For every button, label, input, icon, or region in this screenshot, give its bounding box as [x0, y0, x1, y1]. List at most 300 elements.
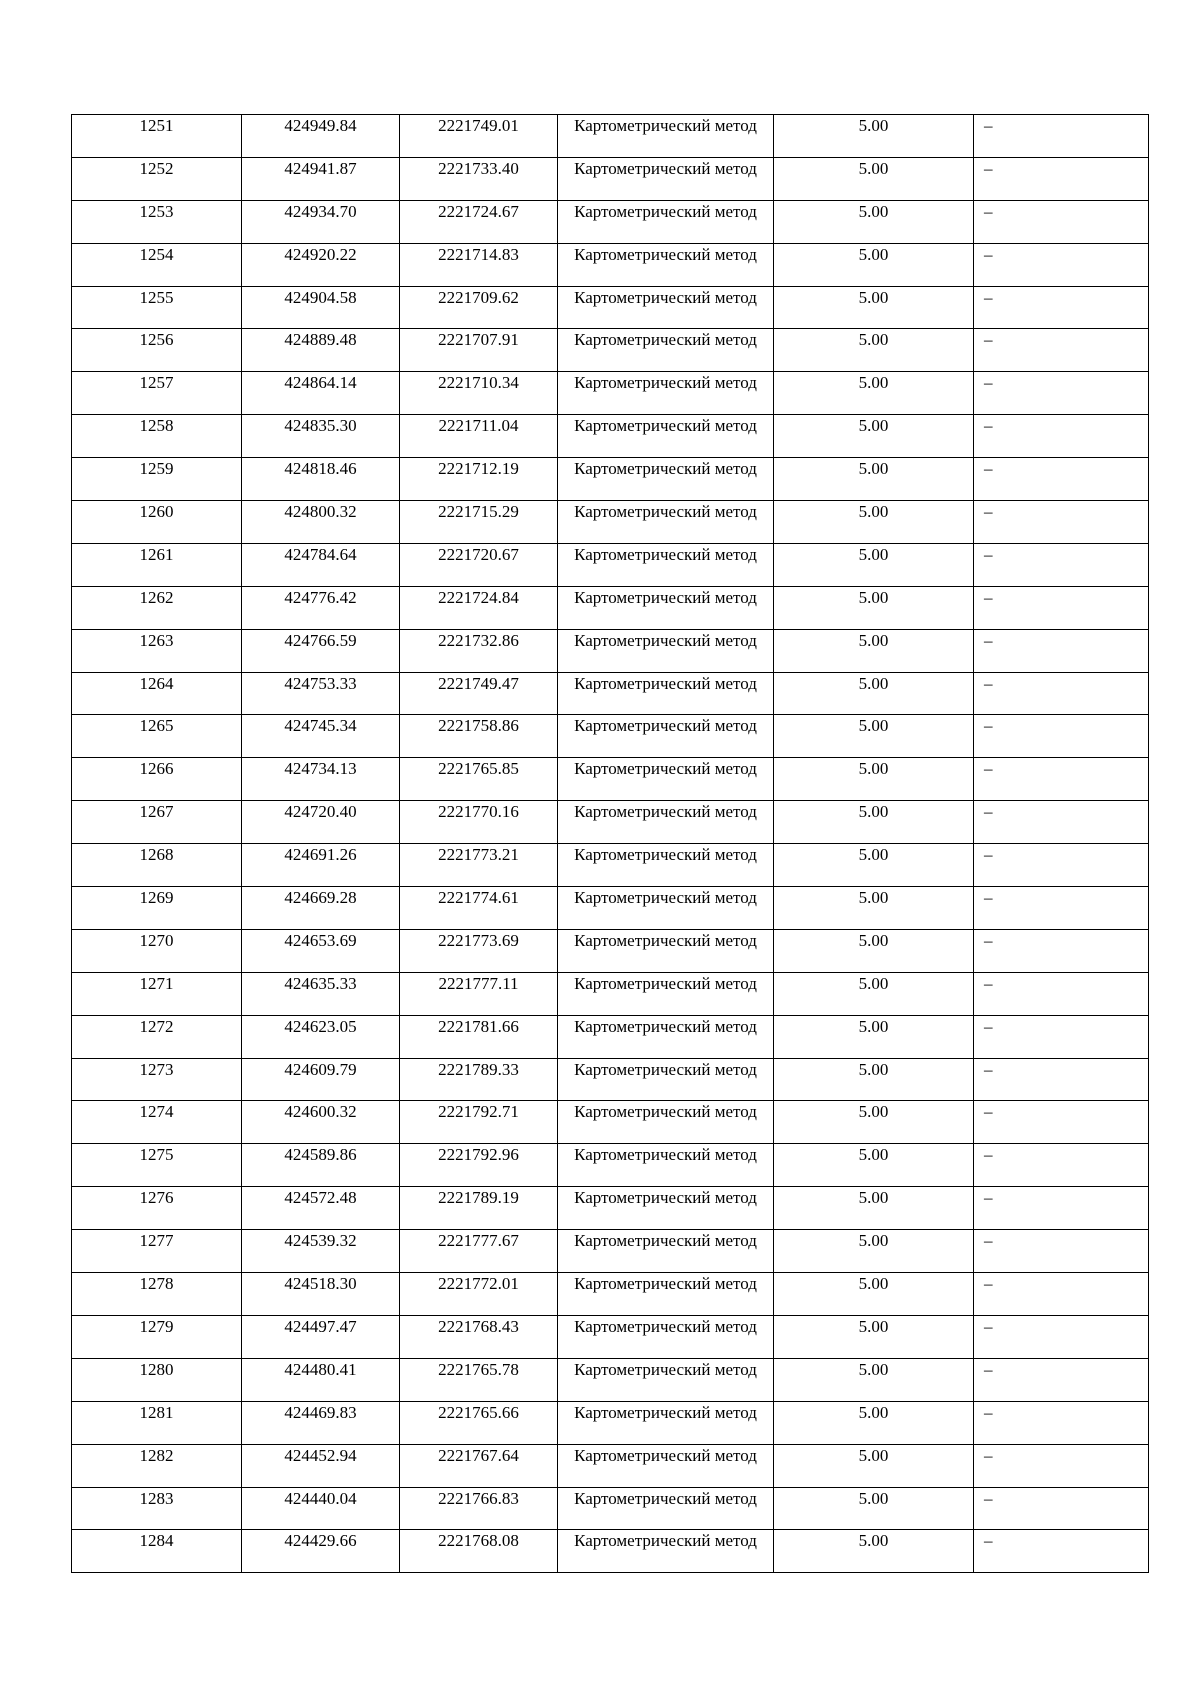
table-row — [72, 329, 1149, 372]
accuracy-cell — [774, 1487, 974, 1530]
method-cell — [558, 801, 774, 844]
x-coordinate-cell — [242, 972, 400, 1015]
accuracy-cell — [774, 329, 974, 372]
x-coordinate: 424776.42 — [284, 587, 357, 607]
method-text: Картометрический метод — [574, 1102, 757, 1122]
point-number: 1251 — [139, 116, 174, 135]
y-coordinate: 2221765.66 — [438, 1402, 519, 1422]
y-coordinate-cell — [400, 1187, 558, 1230]
accuracy-cell — [774, 1058, 974, 1101]
accuracy-value: 5.00 — [858, 802, 889, 822]
accuracy-cell — [774, 758, 974, 801]
y-coordinate: 2221777.67 — [438, 1231, 519, 1251]
note-cell — [974, 157, 1149, 200]
point-number-cell — [72, 286, 242, 329]
y-coordinate: 2221758.86 — [438, 716, 519, 736]
accuracy-value: 5.00 — [858, 1402, 889, 1422]
accuracy-value: 5.00 — [858, 1445, 889, 1465]
point-number: 1253 — [139, 201, 174, 221]
note-dash: – — [984, 716, 993, 736]
method-text: Картометрический метод — [574, 1531, 757, 1551]
x-coordinate: 424753.33 — [284, 673, 357, 693]
y-coordinate: 2221789.33 — [438, 1059, 519, 1079]
note-dash: – — [984, 888, 993, 908]
method-text: Картометрический метод — [574, 373, 757, 393]
point-number-cell — [72, 1530, 242, 1573]
accuracy-value: 5.00 — [858, 1231, 889, 1251]
x-coordinate-cell — [242, 458, 400, 501]
note-dash: – — [984, 1145, 993, 1165]
point-number-cell — [72, 586, 242, 629]
note-cell — [974, 1144, 1149, 1187]
point-number-cell — [72, 887, 242, 930]
y-coordinate-cell — [400, 1101, 558, 1144]
method-cell — [558, 929, 774, 972]
table-row — [72, 1101, 1149, 1144]
accuracy-value: 5.00 — [858, 673, 889, 693]
accuracy-value: 5.00 — [858, 330, 889, 350]
method-cell — [558, 543, 774, 586]
note-dash: – — [984, 1102, 993, 1122]
y-coordinate-cell — [400, 415, 558, 458]
accuracy-cell — [774, 1358, 974, 1401]
x-coordinate: 424800.32 — [284, 502, 357, 522]
x-coordinate: 424949.84 — [284, 116, 357, 135]
note-cell — [974, 887, 1149, 930]
x-coordinate-cell — [242, 1401, 400, 1444]
y-coordinate: 2221765.85 — [438, 759, 519, 779]
accuracy-value: 5.00 — [858, 1016, 889, 1036]
note-dash: – — [984, 201, 993, 221]
x-coordinate-cell — [242, 329, 400, 372]
table-row — [72, 286, 1149, 329]
x-coordinate-cell — [242, 1315, 400, 1358]
note-cell — [974, 1315, 1149, 1358]
accuracy-cell — [774, 844, 974, 887]
point-number: 1276 — [139, 1188, 174, 1208]
accuracy-value: 5.00 — [858, 373, 889, 393]
method-cell — [558, 844, 774, 887]
method-text: Картометрический метод — [574, 802, 757, 822]
accuracy-cell — [774, 1015, 974, 1058]
note-dash: – — [984, 630, 993, 650]
table-row — [72, 200, 1149, 243]
method-cell — [558, 329, 774, 372]
method-text: Картометрический метод — [574, 930, 757, 950]
x-coordinate: 424589.86 — [284, 1145, 357, 1165]
point-number-cell — [72, 372, 242, 415]
note-cell — [974, 1358, 1149, 1401]
accuracy-value: 5.00 — [858, 1059, 889, 1079]
note-cell — [974, 586, 1149, 629]
point-number: 1278 — [139, 1274, 174, 1294]
point-number-cell — [72, 157, 242, 200]
method-text: Картометрический метод — [574, 244, 757, 264]
point-number: 1280 — [139, 1359, 174, 1379]
table-row — [72, 243, 1149, 286]
y-coordinate: 2221724.67 — [438, 201, 519, 221]
point-number: 1270 — [139, 930, 174, 950]
accuracy-cell — [774, 1144, 974, 1187]
note-cell — [974, 329, 1149, 372]
point-number: 1283 — [139, 1488, 174, 1508]
y-coordinate-cell — [400, 115, 558, 158]
note-dash: – — [984, 759, 993, 779]
point-number-cell — [72, 1144, 242, 1187]
method-cell — [558, 1058, 774, 1101]
y-coordinate-cell — [400, 200, 558, 243]
y-coordinate-cell — [400, 1444, 558, 1487]
table-row — [72, 115, 1149, 158]
method-cell — [558, 1358, 774, 1401]
y-coordinate-cell — [400, 372, 558, 415]
point-number: 1275 — [139, 1145, 174, 1165]
x-coordinate: 424835.30 — [284, 416, 357, 436]
note-cell — [974, 458, 1149, 501]
table-row — [72, 1187, 1149, 1230]
y-coordinate-cell — [400, 1058, 558, 1101]
x-coordinate-cell — [242, 801, 400, 844]
method-cell — [558, 1444, 774, 1487]
method-text: Картометрический метод — [574, 587, 757, 607]
table-row — [72, 1015, 1149, 1058]
accuracy-cell — [774, 629, 974, 672]
y-coordinate: 2221770.16 — [438, 802, 519, 822]
table-row — [72, 801, 1149, 844]
accuracy-cell — [774, 715, 974, 758]
method-cell — [558, 715, 774, 758]
y-coordinate: 2221789.19 — [438, 1188, 519, 1208]
y-coordinate: 2221773.21 — [438, 845, 519, 865]
x-coordinate: 424600.32 — [284, 1102, 357, 1122]
table-row — [72, 458, 1149, 501]
note-cell — [974, 1187, 1149, 1230]
note-dash: – — [984, 1316, 993, 1336]
x-coordinate-cell — [242, 1101, 400, 1144]
x-coordinate: 424497.47 — [284, 1316, 357, 1336]
method-cell — [558, 672, 774, 715]
y-coordinate-cell — [400, 1015, 558, 1058]
accuracy-value: 5.00 — [858, 1274, 889, 1294]
accuracy-value: 5.00 — [858, 1531, 889, 1551]
method-text: Картометрический метод — [574, 1316, 757, 1336]
x-coordinate: 424904.58 — [284, 287, 357, 307]
point-number-cell — [72, 1444, 242, 1487]
point-number: 1277 — [139, 1231, 174, 1251]
point-number: 1263 — [139, 630, 174, 650]
y-coordinate-cell — [400, 844, 558, 887]
y-coordinate: 2221774.61 — [438, 888, 519, 908]
accuracy-cell — [774, 501, 974, 544]
y-coordinate: 2221712.19 — [438, 459, 519, 479]
method-text: Картометрический метод — [574, 1188, 757, 1208]
y-coordinate: 2221749.47 — [438, 673, 519, 693]
document-page — [71, 114, 1148, 1573]
method-text: Картометрический метод — [574, 630, 757, 650]
x-coordinate: 424720.40 — [284, 802, 357, 822]
x-coordinate-cell — [242, 115, 400, 158]
method-cell — [558, 887, 774, 930]
note-dash: – — [984, 373, 993, 393]
accuracy-cell — [774, 1273, 974, 1316]
accuracy-cell — [774, 1401, 974, 1444]
point-number: 1256 — [139, 330, 174, 350]
point-number-cell — [72, 972, 242, 1015]
x-coordinate-cell — [242, 1273, 400, 1316]
x-coordinate: 424941.87 — [284, 158, 357, 178]
method-text: Картометрический метод — [574, 1059, 757, 1079]
accuracy-value: 5.00 — [858, 1145, 889, 1165]
method-cell — [558, 1401, 774, 1444]
x-coordinate: 424745.34 — [284, 716, 357, 736]
y-coordinate-cell — [400, 758, 558, 801]
point-number: 1258 — [139, 416, 174, 436]
y-coordinate-cell — [400, 458, 558, 501]
accuracy-value: 5.00 — [858, 1188, 889, 1208]
point-number-cell — [72, 1273, 242, 1316]
y-coordinate-cell — [400, 1487, 558, 1530]
point-number: 1271 — [139, 973, 174, 993]
method-cell — [558, 501, 774, 544]
x-coordinate: 424669.28 — [284, 888, 357, 908]
method-cell — [558, 415, 774, 458]
accuracy-value: 5.00 — [858, 244, 889, 264]
x-coordinate-cell — [242, 1230, 400, 1273]
note-dash: – — [984, 158, 993, 178]
x-coordinate-cell — [242, 501, 400, 544]
accuracy-cell — [774, 372, 974, 415]
coordinates-table-body — [72, 115, 1149, 1573]
note-dash: – — [984, 845, 993, 865]
table-row — [72, 1358, 1149, 1401]
x-coordinate: 424572.48 — [284, 1188, 357, 1208]
accuracy-value: 5.00 — [858, 201, 889, 221]
x-coordinate-cell — [242, 157, 400, 200]
note-cell — [974, 715, 1149, 758]
accuracy-cell — [774, 1444, 974, 1487]
y-coordinate-cell — [400, 972, 558, 1015]
y-coordinate: 2221707.91 — [438, 330, 519, 350]
point-number-cell — [72, 1101, 242, 1144]
note-cell — [974, 415, 1149, 458]
y-coordinate-cell — [400, 329, 558, 372]
x-coordinate: 424539.32 — [284, 1231, 357, 1251]
x-coordinate: 424784.64 — [284, 544, 357, 564]
point-number: 1266 — [139, 759, 174, 779]
y-coordinate-cell — [400, 672, 558, 715]
x-coordinate-cell — [242, 200, 400, 243]
accuracy-value: 5.00 — [858, 416, 889, 436]
accuracy-cell — [774, 801, 974, 844]
note-cell — [974, 629, 1149, 672]
point-number-cell — [72, 501, 242, 544]
method-text: Картометрический метод — [574, 888, 757, 908]
y-coordinate: 2221773.69 — [438, 930, 519, 950]
method-cell — [558, 1101, 774, 1144]
x-coordinate: 424864.14 — [284, 373, 357, 393]
x-coordinate-cell — [242, 543, 400, 586]
point-number: 1274 — [139, 1102, 174, 1122]
point-number: 1254 — [139, 244, 174, 264]
point-number: 1268 — [139, 845, 174, 865]
y-coordinate-cell — [400, 543, 558, 586]
method-text: Картометрический метод — [574, 1016, 757, 1036]
table-row — [72, 1401, 1149, 1444]
y-coordinate-cell — [400, 629, 558, 672]
point-number: 1269 — [139, 888, 174, 908]
method-cell — [558, 758, 774, 801]
accuracy-cell — [774, 543, 974, 586]
table-row — [72, 586, 1149, 629]
accuracy-value: 5.00 — [858, 630, 889, 650]
point-number: 1281 — [139, 1402, 174, 1422]
accuracy-cell — [774, 1187, 974, 1230]
method-text: Картометрический метод — [574, 287, 757, 307]
note-dash: – — [984, 673, 993, 693]
point-number-cell — [72, 929, 242, 972]
method-cell — [558, 200, 774, 243]
point-number: 1257 — [139, 373, 174, 393]
y-coordinate: 2221772.01 — [438, 1274, 519, 1294]
y-coordinate: 2221792.96 — [438, 1145, 519, 1165]
y-coordinate-cell — [400, 1401, 558, 1444]
point-number: 1273 — [139, 1059, 174, 1079]
accuracy-cell — [774, 672, 974, 715]
accuracy-value: 5.00 — [858, 1488, 889, 1508]
point-number-cell — [72, 1487, 242, 1530]
x-coordinate-cell — [242, 1187, 400, 1230]
x-coordinate: 424609.79 — [284, 1059, 357, 1079]
point-number-cell — [72, 415, 242, 458]
method-text: Картометрический метод — [574, 416, 757, 436]
point-number: 1264 — [139, 673, 174, 693]
accuracy-value: 5.00 — [858, 845, 889, 865]
point-number-cell — [72, 1401, 242, 1444]
y-coordinate: 2221781.66 — [438, 1016, 519, 1036]
accuracy-value: 5.00 — [858, 930, 889, 950]
method-text: Картометрический метод — [574, 1231, 757, 1251]
table-row — [72, 629, 1149, 672]
point-number: 1265 — [139, 716, 174, 736]
y-coordinate: 2221767.64 — [438, 1445, 519, 1465]
y-coordinate-cell — [400, 157, 558, 200]
accuracy-cell — [774, 415, 974, 458]
note-cell — [974, 1101, 1149, 1144]
x-coordinate-cell — [242, 1487, 400, 1530]
y-coordinate: 2221710.34 — [438, 373, 519, 393]
table-row — [72, 758, 1149, 801]
method-cell — [558, 629, 774, 672]
note-dash: – — [984, 544, 993, 564]
note-cell — [974, 243, 1149, 286]
x-coordinate-cell — [242, 1058, 400, 1101]
x-coordinate: 424920.22 — [284, 244, 357, 264]
method-cell — [558, 1187, 774, 1230]
note-cell — [974, 844, 1149, 887]
table-row — [72, 1058, 1149, 1101]
point-number-cell — [72, 243, 242, 286]
note-dash: – — [984, 502, 993, 522]
accuracy-cell — [774, 972, 974, 1015]
method-cell — [558, 1315, 774, 1358]
x-coordinate-cell — [242, 1015, 400, 1058]
y-coordinate: 2221732.86 — [438, 630, 519, 650]
note-cell — [974, 501, 1149, 544]
x-coordinate-cell — [242, 1358, 400, 1401]
table-row — [72, 1487, 1149, 1530]
accuracy-cell — [774, 929, 974, 972]
table-row — [72, 415, 1149, 458]
y-coordinate-cell — [400, 715, 558, 758]
table-row — [72, 1530, 1149, 1573]
y-coordinate: 2221766.83 — [438, 1488, 519, 1508]
x-coordinate-cell — [242, 243, 400, 286]
accuracy-cell — [774, 1101, 974, 1144]
note-cell — [974, 1230, 1149, 1273]
accuracy-value: 5.00 — [858, 502, 889, 522]
note-dash: – — [984, 1274, 993, 1294]
y-coordinate-cell — [400, 501, 558, 544]
y-coordinate: 2221768.08 — [438, 1531, 519, 1551]
x-coordinate-cell — [242, 629, 400, 672]
point-number-cell — [72, 200, 242, 243]
point-number-cell — [72, 115, 242, 158]
accuracy-value: 5.00 — [858, 1316, 889, 1336]
y-coordinate-cell — [400, 1358, 558, 1401]
point-number-cell — [72, 758, 242, 801]
point-number-cell — [72, 1015, 242, 1058]
x-coordinate-cell — [242, 372, 400, 415]
x-coordinate: 424889.48 — [284, 330, 357, 350]
note-dash: – — [984, 1488, 993, 1508]
note-dash: – — [984, 1402, 993, 1422]
point-number-cell — [72, 1058, 242, 1101]
note-dash: – — [984, 973, 993, 993]
method-cell — [558, 157, 774, 200]
note-cell — [974, 929, 1149, 972]
point-number: 1260 — [139, 502, 174, 522]
x-coordinate-cell — [242, 715, 400, 758]
table-row — [72, 1144, 1149, 1187]
note-cell — [974, 115, 1149, 158]
method-cell — [558, 372, 774, 415]
method-text: Картометрический метод — [574, 973, 757, 993]
x-coordinate: 424469.83 — [284, 1402, 357, 1422]
note-dash: – — [984, 1445, 993, 1465]
table-row — [72, 157, 1149, 200]
note-dash: – — [984, 330, 993, 350]
method-text: Картометрический метод — [574, 459, 757, 479]
method-text: Картометрический метод — [574, 201, 757, 221]
coordinates-table — [71, 114, 1149, 1573]
y-coordinate-cell — [400, 243, 558, 286]
point-number: 1259 — [139, 459, 174, 479]
method-text: Картометрический метод — [574, 1274, 757, 1294]
table-row — [72, 543, 1149, 586]
note-dash: – — [984, 287, 993, 307]
x-coordinate-cell — [242, 415, 400, 458]
y-coordinate: 2221777.11 — [438, 973, 519, 993]
y-coordinate: 2221749.01 — [438, 116, 519, 135]
accuracy-cell — [774, 1230, 974, 1273]
accuracy-cell — [774, 200, 974, 243]
method-text: Картометрический метод — [574, 1359, 757, 1379]
point-number: 1252 — [139, 158, 174, 178]
accuracy-cell — [774, 586, 974, 629]
y-coordinate: 2221792.71 — [438, 1102, 519, 1122]
method-cell — [558, 286, 774, 329]
method-cell — [558, 972, 774, 1015]
